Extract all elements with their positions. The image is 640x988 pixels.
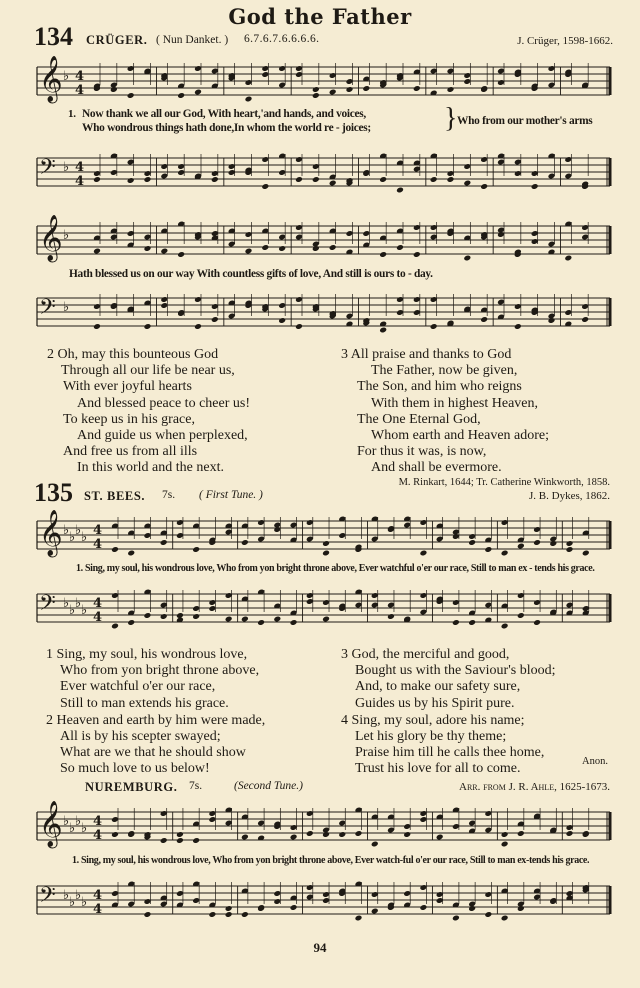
note-head <box>245 96 253 103</box>
music-staff-nuremburg-bass <box>35 870 612 930</box>
note-head <box>93 176 101 183</box>
note-head <box>127 92 135 99</box>
note-head <box>452 619 460 626</box>
bass-clef-icon: 𝄢 <box>39 883 56 913</box>
music-staff-134-treble-row2 <box>35 212 612 268</box>
note-head <box>225 616 233 623</box>
verse-line: Still to man extends his grace. <box>60 695 229 711</box>
note-head <box>245 248 253 255</box>
flat-icon: ♭ <box>81 530 88 545</box>
verse-line: Bought us with the Saviour's blood; <box>355 663 556 679</box>
verse-line: Let his glory be thy theme; <box>355 729 507 745</box>
note-head <box>144 323 152 330</box>
note-head <box>533 539 541 546</box>
flat-icon: ♭ <box>75 814 82 829</box>
note-head <box>192 613 200 620</box>
verse-135-3 <box>341 647 555 778</box>
note-head <box>241 616 249 623</box>
verse-line: With ever joyful hearts <box>63 379 192 395</box>
verse-line: With them in highest Heaven, <box>371 395 539 411</box>
verse-number: 2 <box>46 712 53 728</box>
verse-line: Praise him till he calls thee home, <box>355 745 545 761</box>
time-signature-digit: 4 <box>75 174 85 189</box>
flat-icon: ♭ <box>69 895 76 910</box>
note-head <box>208 911 216 918</box>
verse-line: And free us from all ills <box>63 444 198 460</box>
verse-line: All is by his scepter swayed; <box>60 729 221 745</box>
tune-name-st-bees: ST. BEES. <box>84 489 146 503</box>
credit-134: M. Rinkart, 1644; Tr. Catherine Winkworth, 1858. <box>398 477 610 488</box>
note-head <box>403 831 411 838</box>
composer-134: J. Crüger, 1598-1662. <box>517 35 613 47</box>
verse-line: And blessed peace to cheer us! <box>77 395 250 411</box>
hymn-number-134: 134 <box>34 22 73 51</box>
note-head <box>312 176 320 183</box>
note-head <box>531 183 539 190</box>
tune-name-nuremburg: NUREMBURG. <box>85 780 178 794</box>
time-signature-digit: 4 <box>75 160 85 175</box>
note-head <box>501 623 509 630</box>
flat-icon: ♭ <box>63 814 70 829</box>
music-staff-134-bass-row1 <box>35 142 612 202</box>
verse-line: Through all our life be near us, <box>61 363 235 379</box>
note-head <box>192 546 200 553</box>
time-signature-digit: 4 <box>93 828 103 843</box>
note-head <box>346 86 354 93</box>
note-head <box>127 619 135 626</box>
flat-icon: ♭ <box>63 596 70 611</box>
flat-icon: ♭ <box>69 821 76 836</box>
note-head <box>480 183 488 190</box>
flat-icon: ♭ <box>63 160 70 175</box>
note-head <box>160 248 168 255</box>
note-head <box>371 908 379 915</box>
note-head <box>463 180 471 187</box>
note-head <box>241 911 249 918</box>
verse-line: Trust his love for all to come. <box>355 761 521 777</box>
time-signature-digit: 4 <box>93 888 103 903</box>
verse-line: Whom earth and Heaven adore; <box>371 428 550 444</box>
treble-clef-icon: 𝄞 <box>39 56 63 102</box>
verse-134-3 <box>341 347 549 477</box>
note-head <box>420 550 428 557</box>
flat-icon: ♭ <box>75 596 82 611</box>
note-head <box>452 915 460 922</box>
tune-name-cruger: CRÜGER. <box>86 33 148 47</box>
hymn-number-135: 135 <box>34 478 73 507</box>
note-head <box>290 904 298 911</box>
note-head <box>194 323 202 330</box>
verse-number: 3 <box>341 347 348 362</box>
note-head <box>176 831 184 838</box>
treble-clef-icon: 𝄞 <box>39 510 63 556</box>
treble-clef-icon: 𝄞 <box>39 801 63 847</box>
note-head <box>160 613 168 620</box>
note-head <box>322 540 330 547</box>
flat-icon: ♭ <box>63 300 70 315</box>
verse-line: Ever watchful o'er our race, <box>60 679 216 695</box>
note-head <box>396 244 404 251</box>
note-head <box>430 323 438 330</box>
flat-icon: ♭ <box>63 69 70 84</box>
lyric-line-134-row2: Hath blessed us on our way With countless gifts of love, And still is ours to - day. <box>69 268 433 280</box>
note-head <box>127 177 135 184</box>
verse-line: Heaven and earth by him were made, <box>56 712 266 728</box>
note-head <box>329 180 337 187</box>
note-head <box>436 834 444 841</box>
flat-icon: ♭ <box>63 523 70 538</box>
flat-icon: ♭ <box>75 888 82 903</box>
note-head <box>322 550 330 557</box>
verse-line: What are we that he should show <box>60 745 246 761</box>
note-head <box>177 251 185 258</box>
flat-icon: ♭ <box>69 603 76 618</box>
credit-135: Anon. <box>582 756 608 767</box>
note-head <box>501 550 509 557</box>
treble-clef-icon: 𝄞 <box>39 215 63 261</box>
note-head <box>514 323 522 330</box>
verse-line: Who from yon bright throne above, <box>60 663 260 679</box>
verse-line: Sing, my soul, adore his name; <box>351 712 525 728</box>
lyric-brace: } <box>444 103 458 134</box>
note-head <box>355 915 363 922</box>
note-head <box>533 619 541 626</box>
note-head <box>177 92 185 99</box>
note-head <box>127 550 135 557</box>
verse-line: And guide us when perplexed, <box>77 428 248 444</box>
verse-line: Oh, may this bounteous God <box>57 347 219 362</box>
note-head <box>261 183 269 190</box>
note-head <box>144 911 152 918</box>
tune-alt-name: ( Nun Danket. ) <box>156 34 229 46</box>
note-head <box>463 255 471 262</box>
music-staff-135-bass <box>35 578 612 638</box>
music-staff-nuremburg-treble <box>35 796 612 856</box>
time-signature-digit: 4 <box>75 83 85 98</box>
verse-line: The Son, and him who reigns <box>357 379 522 395</box>
note-head <box>290 619 298 626</box>
note-head <box>329 244 337 251</box>
note-head <box>447 86 455 93</box>
note-head <box>290 834 298 841</box>
music-staff-134-bass-row2 <box>35 282 612 342</box>
time-signature-digit: 4 <box>93 610 103 625</box>
lyric-line-135: 1. Sing, my soul, his wondrous love, Who from yon bright throne above, Ever watchful o'er our race, Still to man ex - tends his grace. <box>76 563 595 574</box>
note-head <box>387 613 395 620</box>
page-number: 94 <box>313 940 327 955</box>
music-staff-135-treble <box>35 506 612 564</box>
verse-line: Sing, my soul, his wondrous love, <box>56 647 248 662</box>
note-head <box>194 89 202 96</box>
verse-number: 2 <box>47 347 54 362</box>
note-head <box>447 176 455 183</box>
time-signature-digit: 4 <box>75 69 85 84</box>
note-head <box>501 915 509 922</box>
note-head <box>261 244 269 251</box>
flat-icon: ♭ <box>81 895 88 910</box>
note-head <box>192 837 200 844</box>
note-head <box>160 837 168 844</box>
note-head <box>413 85 421 92</box>
note-head <box>241 834 249 841</box>
lyric-line-134-1: Now thank we all our God, With heart,'and hands, and voices, <box>82 108 366 120</box>
verse-line: To keep us in his grace, <box>63 411 195 427</box>
flat-icon: ♭ <box>81 821 88 836</box>
note-head <box>160 539 168 546</box>
meter-nuremburg: 7s. <box>189 780 203 792</box>
note-head <box>566 546 574 553</box>
note-head <box>144 245 152 252</box>
note-head <box>581 316 589 323</box>
verse-line: For thus it was, is now, <box>357 444 487 460</box>
note-head <box>93 323 101 330</box>
verse-line: And shall be evermore. <box>371 460 502 476</box>
note-head <box>379 176 387 183</box>
time-signature-digit: 4 <box>93 523 103 538</box>
note-head <box>176 612 184 619</box>
verse-line: In this world and the next. <box>77 460 224 476</box>
music-staff-134-treble-row1 <box>35 52 612 110</box>
note-head <box>468 619 476 626</box>
verse-134-2 <box>47 347 250 477</box>
bass-clef-icon: 𝄢 <box>39 295 56 325</box>
note-head <box>278 317 286 324</box>
verse-line: The One Eternal God, <box>357 411 481 427</box>
note-head <box>362 85 370 92</box>
note-head <box>225 905 233 912</box>
note-head <box>517 543 525 550</box>
note-head <box>501 841 509 848</box>
note-head <box>295 323 303 330</box>
note-head <box>480 316 488 323</box>
note-head <box>111 546 119 553</box>
note-head <box>144 612 152 619</box>
time-signature-digit: 4 <box>93 814 103 829</box>
note-head <box>371 841 379 848</box>
note-head <box>306 830 314 837</box>
verse-line: Guides us by his Spirit pure. <box>355 695 515 711</box>
note-head <box>484 911 492 918</box>
verse-number-134: 1. <box>68 108 76 120</box>
composer-135: J. B. Dykes, 1862. <box>529 490 610 502</box>
note-head <box>355 830 363 837</box>
lyric-continuation-134: Who from our mother's arms <box>457 115 593 127</box>
note-head <box>241 539 249 546</box>
verse-line: God, the merciful and good, <box>351 647 510 662</box>
note-head <box>379 327 387 334</box>
note-head <box>312 92 320 99</box>
note-head <box>273 616 281 623</box>
note-head <box>379 251 387 258</box>
composer-nuremburg: Arr. from J. R. Ahle, 1625-1673. <box>459 781 610 793</box>
note-head <box>517 612 525 619</box>
note-head <box>564 255 572 262</box>
tune-note-first: ( First Tune. ) <box>199 489 263 501</box>
verse-number: 1 <box>46 647 53 662</box>
note-head <box>329 89 337 96</box>
note-head <box>420 904 428 911</box>
bass-clef-icon: 𝄢 <box>39 591 56 621</box>
verse-number: 3 <box>341 647 348 662</box>
note-head <box>413 251 421 258</box>
flat-icon: ♭ <box>81 603 88 618</box>
verse-line: The Father, now be given, <box>371 363 518 379</box>
note-head <box>322 616 330 623</box>
lyric-line-nuremburg: 1. Sing, my soul, his wondrous love, Who from yon bright throne above, Ever watch-ful o'er our race, Still to man ex-tends his grace. <box>72 855 590 866</box>
verse-line: All praise and thanks to God <box>350 347 512 362</box>
note-head <box>257 619 265 626</box>
note-head <box>430 176 438 183</box>
note-head <box>566 540 574 547</box>
note-head <box>468 539 476 546</box>
verse-line: So much love to us below! <box>60 761 210 777</box>
flat-icon: ♭ <box>63 228 70 243</box>
verse-line: And, to make our safety sure, <box>355 679 521 695</box>
note-head <box>176 837 184 844</box>
time-signature-digit: 4 <box>93 537 103 552</box>
note-head <box>312 86 320 93</box>
meter-135: 7s. <box>162 489 176 501</box>
note-head <box>211 316 219 323</box>
note-head <box>295 176 303 183</box>
note-head <box>501 831 509 838</box>
note-head <box>111 831 119 838</box>
note-head <box>211 176 219 183</box>
tune-note-second: (Second Tune.) <box>234 780 303 792</box>
page-title: God the Father <box>228 4 412 29</box>
time-signature-digit: 4 <box>93 596 103 611</box>
note-head <box>582 550 590 557</box>
verse-number: 4 <box>341 712 348 728</box>
note-head <box>484 546 492 553</box>
note-head <box>396 187 404 194</box>
note-head <box>566 830 574 837</box>
flat-icon: ♭ <box>75 523 82 538</box>
meter-134: 6.7.6.7.6.6.6.6. <box>244 33 320 45</box>
note-head <box>338 831 346 838</box>
note-head <box>93 248 101 255</box>
note-head <box>111 623 119 630</box>
note-head <box>225 911 233 918</box>
flat-icon: ♭ <box>63 888 70 903</box>
bass-clef-icon: 𝄢 <box>39 155 56 185</box>
flat-icon: ♭ <box>69 530 76 545</box>
verse-135-1 <box>46 647 265 778</box>
note-head <box>517 830 525 837</box>
note-head <box>144 176 152 183</box>
note-head <box>278 245 286 252</box>
lyric-line-134-2: Who wondrous things hath done,In whom the world re - joices; <box>82 122 371 134</box>
time-signature-digit: 4 <box>93 902 103 917</box>
